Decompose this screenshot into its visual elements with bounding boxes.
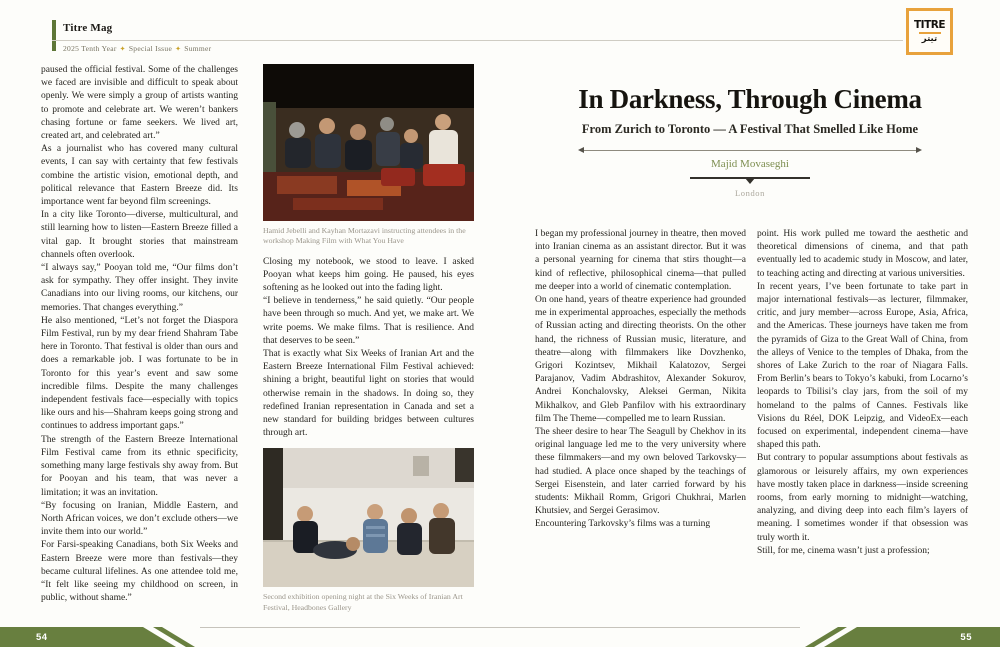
- paragraph: On one hand, years of theatre experience had grounded me in experimental approaches, especially the methods of Russian acting and directing theorists. On the other hand, the richness of Russian music, literature, and theatre—along with filmmakers like Dovzhenko, Grigori Kozintsev, Mikhail Kalatozov, Sergei Parajanov, Vadim Abdrashitov, Alexander Sokurov, Andrei Konchalovsky, Aleksei German, Nikita Mikhalkov, and Gleb Panfilov with his extraordinary film The Theme—compelled me to learn Russian.: [535, 295, 746, 424]
- location-label: London: [734, 188, 766, 198]
- paragraph: In recent years, I’ve been fortunate to take part in major international festivals—as lecturer, filmmaker, critic, and jury member—across Europe, Asia, Africa, and the Americas. These journeys have taken me from the pyramids of Giza to the Great Wall of China, from the alleys of Venice to the temples of Dhaka, from the shores of Lake Zurich to the roar of Niagara Falls. From Berlin’s bears to Tokyo’s kabuki, from Locarno’s leopards to Tbilisi’s clay jars, from the soil of my homeland to the palms of Cannes. Festivals like Visions du Réel, DOK Leipzig, and VideoEx—each focused on experimental, independent cinema—have shaped this path.: [757, 281, 968, 451]
- left-page-column-1: [41, 64, 238, 605]
- header-rule: [52, 40, 903, 41]
- paragraph: But contrary to popular assumptions about festivals as glamorous or leisurely affairs, my own experiences have mostly taken place in darkness—inside screening rooms, from early morning to midnight—watching, analyzing, and diving deep into each film’s layers of meaning. I sometimes wonder if that obsession was truly worth it.: [757, 453, 968, 543]
- sparkle-icon: ✦: [119, 45, 126, 53]
- divider-line: [584, 150, 916, 151]
- paragraph: The strength of the Eastern Breeze International Film Festival came from its ethnic specificity, something many large festivals shy away from. But for Pooyan and his team, that was never a limitation; it was an invitation.: [41, 434, 238, 498]
- photo-caption: Second exhibition opening night at the Six Weeks of Iranian Art Festival, Headbones Gallery: [263, 592, 463, 612]
- page-number-left: 54: [36, 632, 48, 643]
- photo-caption: Hamid Jebelli and Kayhan Mortazavi instructing attendees in the workshop Making Film with What You Have: [263, 226, 466, 246]
- paragraph: Closing my notebook, we stood to leave. I asked Pooyan what keeps him going. He paused, his eyes softening as he looked out into the fading light.: [263, 256, 474, 293]
- issue-segment: 2025 Tenth Year: [63, 44, 117, 53]
- paragraph: That is exactly what Six Weeks of Iranian Art and the Eastern Breeze International Film Festival achieved: shining a bright, beautiful light on stories that would otherwise remain in the shadows. In doing so, they redefined Iranian representation in Canada and set a new standard for building bridges between cultures through art.: [263, 348, 474, 439]
- paragraph: He also mentioned, “Let’s not forget the Diaspora Film Festival, run by my dear friend Shahram Tabe here in Toronto. That festival is older than ours and does a remarkable job. I was fortunate to be in Toronto for this year’s event and saw some incredible films. Despite the many challenges independent festivals face—especially with topics like ours and his—Shahram keeps going strong and continues to address important gaps.”: [41, 315, 238, 432]
- workshop-photo: [263, 64, 474, 221]
- issue-segment: Summer: [184, 44, 212, 53]
- magazine-logo: [906, 8, 953, 55]
- paragraph: “By focusing on Iranian, Middle Eastern, and North African voices, we don’t exclude others—we invite them into our world.”: [41, 500, 238, 538]
- page-number-right: 55: [960, 632, 972, 643]
- sparkle-icon: ✦: [175, 45, 182, 53]
- arrow-right-icon: [916, 147, 922, 153]
- right-page-column-1: [535, 228, 746, 532]
- paragraph: For Farsi-speaking Canadians, both Six Weeks and Eastern Breeze were more than festivals—they became cultural lifelines. As one attendee told me, “It felt like seeing my childhood on screen, in public, without shame.”: [41, 540, 238, 604]
- arrow-divider: [578, 147, 922, 154]
- paragraph: The sheer desire to hear The Seagull by Chekhov in its original language led me to the very university where these filmmakers—and my own beloved Tarkovsky—had studied. A place once shaped by the teachings of Sergei Eisenstein, and later carried forward by his students: Mikhail Romm, Grigori Chukhrai, Marlen Khutsiev, and Sergei Gerasimov.: [535, 427, 746, 517]
- paragraph: paused the official festival. Some of the challenges we faced are invisible and difficult to speak about openly. We were simply a group of artists wanting to promote and celebrate art. We weren’t bankers chasing fortune or fame seekers. We lived art, created art, and celebrated art.”: [41, 65, 238, 142]
- article-subtitle: From Zurich to Toronto — A Festival That Smelled Like Home: [581, 122, 919, 136]
- paragraph: As a journalist who has covered many cultural events, I can say with certainty that few festivals combine the artistic vision, emotional depth, and political relevance that Eastern Breeze did. Its importance went far beyond film screenings.: [41, 144, 238, 208]
- paragraph: “I always say,” Pooyan told me, “Our films don’t ask for sympathy. They offer insight. They invite Canadians into our living rooms, our kitchens, our memories. That changes everything.”: [41, 263, 238, 313]
- issue-line: [63, 44, 211, 53]
- footer-banner-left: [0, 627, 210, 647]
- right-page-column-2: [757, 228, 968, 558]
- green-accent-bar: [52, 20, 56, 51]
- paragraph: Still, for me, cinema wasn’t just a profession;: [757, 545, 930, 556]
- article-title: In Darkness, Through Cinema: [578, 84, 922, 114]
- paragraph: In a city like Toronto—diverse, multicultural, and still learning how to listen—Eastern Breeze filled a vital gap. It brought stories that mainstream channels often overlook.: [41, 210, 238, 260]
- author-name: Majid Movaseghi: [711, 158, 789, 170]
- paragraph: “I believe in tenderness,” he said quietly. “Our people have been through so much. And yet, we make art. We write poems. We make films. That is resilience. And that deserves to be seen.”: [263, 296, 474, 346]
- paragraph: Encountering Tarkovsky’s films was a turning: [535, 519, 711, 530]
- issue-segment: Special Issue: [128, 44, 173, 53]
- left-page-column-2: [263, 64, 474, 613]
- gallery-photo: [263, 448, 474, 587]
- logo-latin-text: TITRE: [914, 19, 945, 31]
- paragraph: point. His work pulled me toward the aesthetic and theoretical dimensions of cinema, and that path eventually led to academic study in Moscow, and later, to teaching acting and directing at various universities.: [757, 229, 968, 279]
- masthead: Titre Mag: [63, 22, 113, 34]
- paragraph: I began my professional journey in theatre, then moved into Iranian cinema as an assistant director. But it was a personal yearning for cinema that stirs thought—a kind of reflective, philosophical cinema—that pulled me deeper into a world of cinematic contemplation.: [535, 229, 746, 292]
- logo-persian-text: تیتر: [921, 33, 938, 44]
- footer-rule: [200, 627, 800, 628]
- down-triangle-icon: [745, 178, 755, 184]
